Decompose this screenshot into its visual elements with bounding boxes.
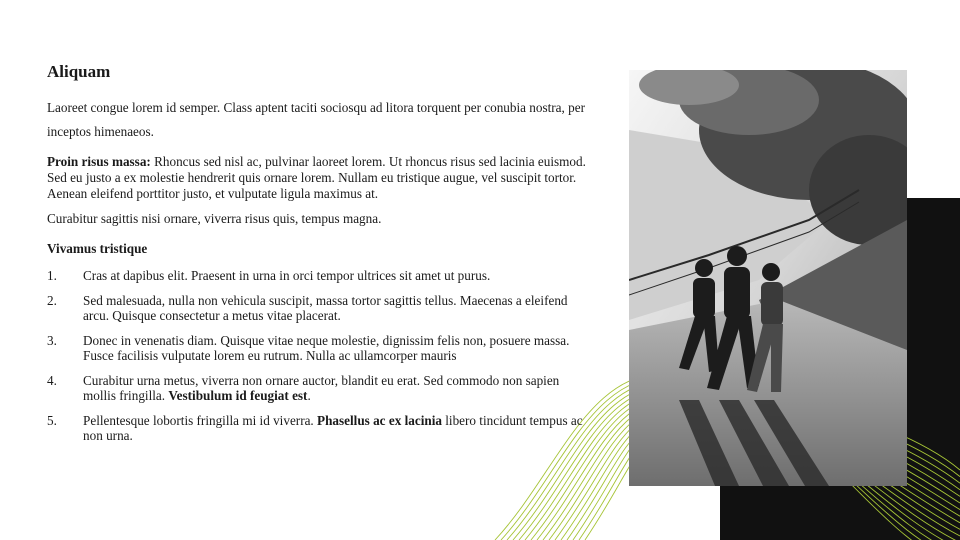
intro-paragraph: Laoreet congue lorem id semper. Class aptent taciti sociosqu ad litora torquent per conubia nostra, per inceptos himenaeos. [47, 100, 585, 139]
list-number: 5. [47, 412, 57, 428]
list-bold: Phasellus ac ex lacinia [317, 412, 442, 428]
runners-photo [629, 70, 907, 486]
list-text: Donec in venenatis diam. Quisque vitae neque molestie, dignissim felis non, posuere massa. Fusce facilisis vulputate lorem eu rutrum. Nulla ac ullamcorper mauris [83, 332, 570, 363]
numbered-list [47, 268, 587, 444]
list-item [47, 373, 587, 404]
list-item [47, 413, 587, 444]
list-item [47, 268, 587, 284]
para1-text: Rhoncus sed nisl ac, pulvinar laoreet lorem. Ut rhoncus risus sed lacinia euismod. Sed eu justo a ex molestie hendrerit quis ornare lorem. Nullam eu tristique augue, vel suscipit tortor. Aenean eleifend porttitor justo, et vulputate ligula maximus at. [47, 154, 586, 201]
list-item [47, 293, 587, 324]
list-after: libero tincidunt tempus ac non urna. [83, 412, 583, 443]
list-text: Cras at dapibus elit. Praesent in urna in orci tempor ultrices sit amet ut purus. [83, 268, 491, 283]
body-paragraph-2: Curabitur sagittis nisi ornare, viverra risus quis, tempus magna. [47, 211, 382, 226]
list-number: 2. [47, 292, 57, 308]
list-number: 3. [47, 332, 57, 348]
slide-heading: Aliquam [47, 62, 111, 81]
list-item [47, 333, 587, 364]
list-text: Pellentesque lobortis fringilla mi id viverra. [83, 412, 318, 428]
list-number: 1. [47, 268, 57, 283]
para1-bold: Proin risus massa: [47, 154, 151, 169]
list-text: Curabitur urna metus, viverra non ornare auctor, blandit eu erat. Sed commodo non sapien mollis fringilla. [83, 372, 560, 403]
list-number: 4. [47, 372, 57, 388]
body-paragraph-1 [47, 154, 587, 202]
list-after: . [307, 388, 311, 403]
text-column [47, 62, 587, 453]
list-heading: Vivamus tristique [47, 241, 148, 256]
list-bold: Vestibulum id feugiat est [168, 388, 308, 403]
list-text: Sed malesuada, nulla non vehicula suscipit, massa tortor sagittis tellus. Maecenas a eleifend arcu. Quisque consectetur a metus vitae placerat. [83, 292, 568, 323]
